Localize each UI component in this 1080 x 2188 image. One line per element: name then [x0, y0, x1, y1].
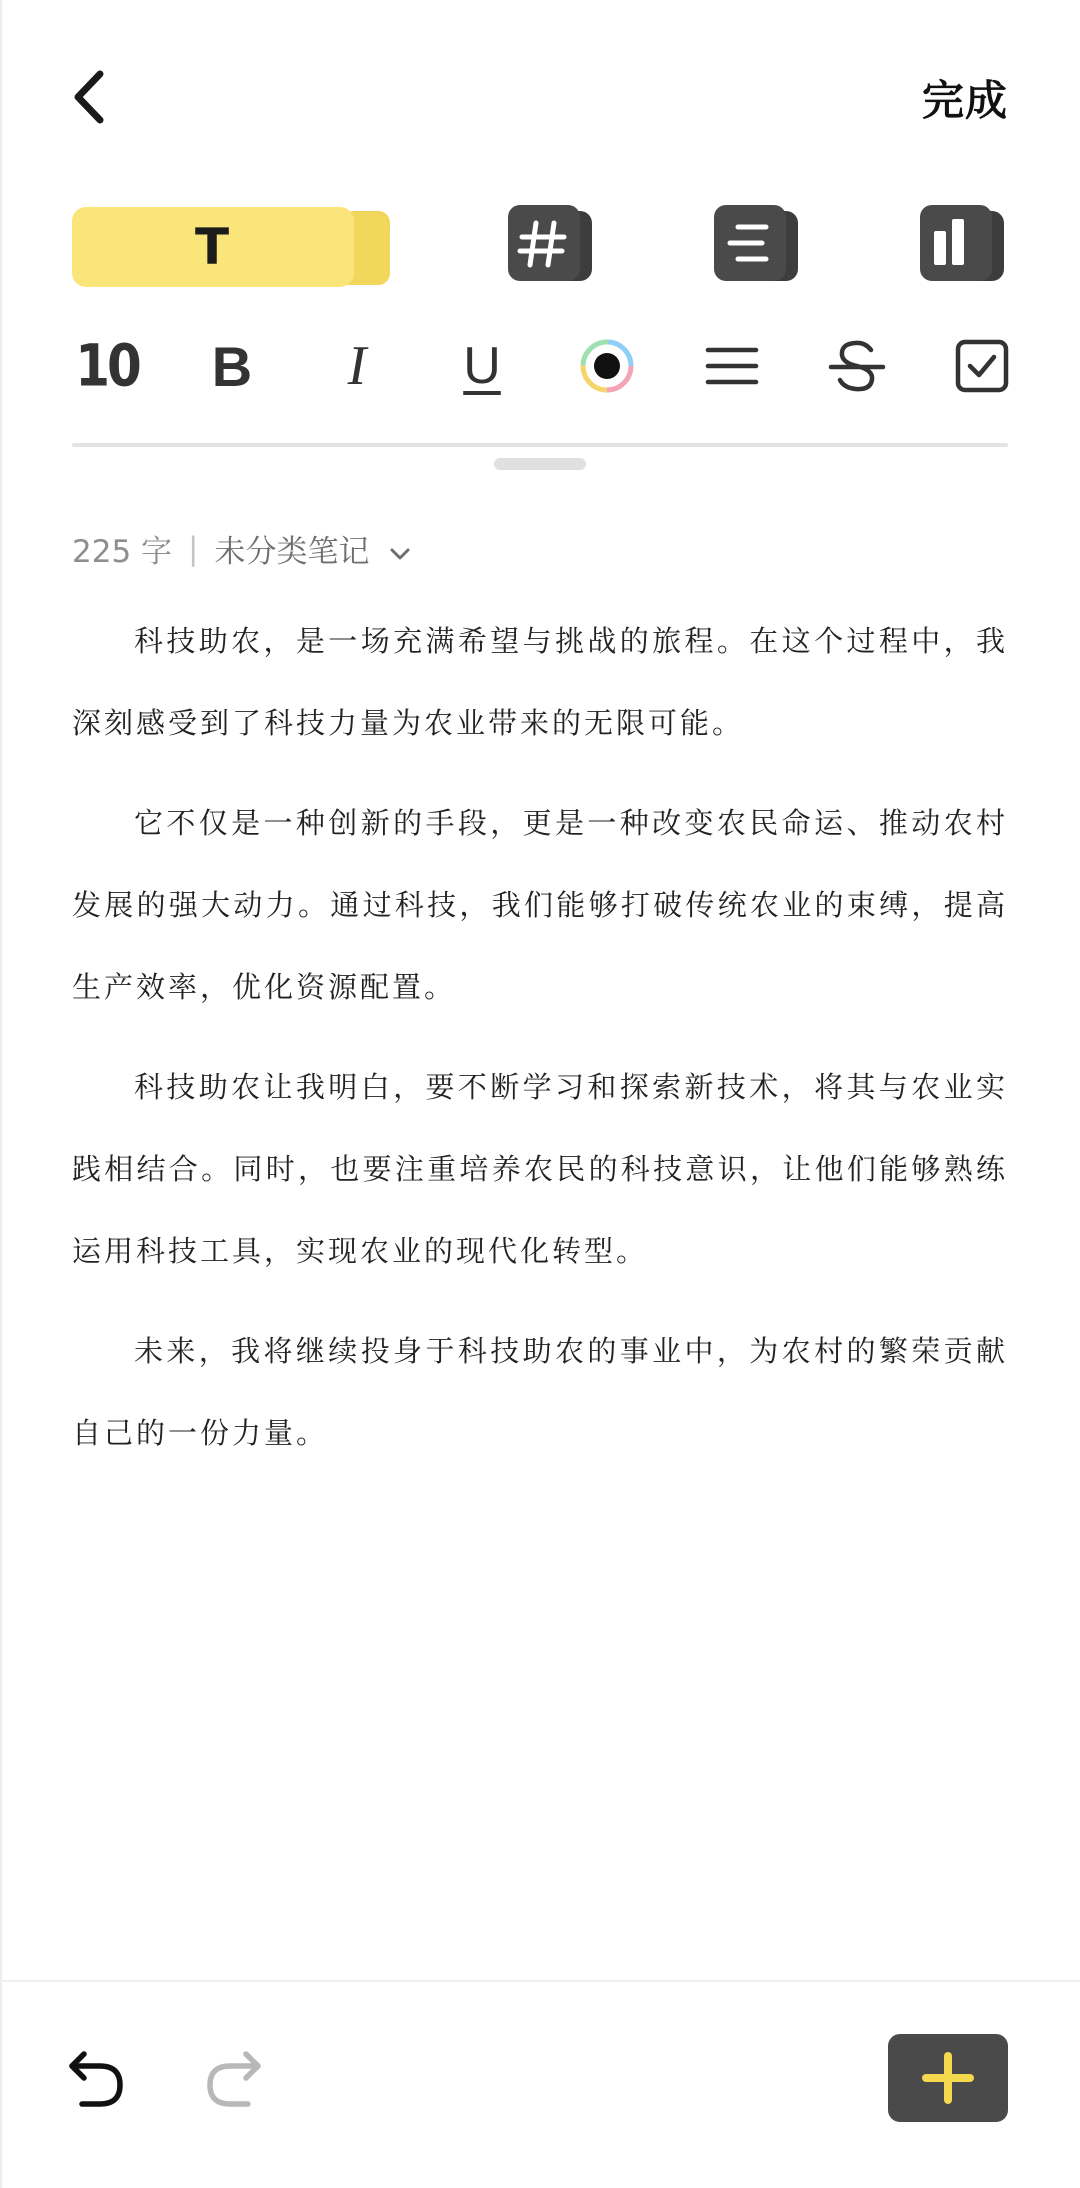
tab-column-mode[interactable] [920, 205, 1006, 285]
add-button[interactable] [888, 2034, 1008, 2122]
card-list-icon [714, 205, 800, 285]
window-edge [0, 0, 2, 2188]
drag-handle[interactable] [494, 458, 586, 470]
note-paragraph: 它不仅是一种创新的手段，更是一种改变农民命运、推动农村发展的强大动力。通过科技，我们能够打破传统农业的束缚，提高生产效率，优化资源配置。 [72, 806, 1008, 1004]
chevron-left-icon [62, 62, 122, 132]
format-toolbar [72, 325, 1008, 407]
color-wheel-icon [579, 338, 635, 394]
underline-button[interactable] [441, 325, 523, 407]
category-label: 未分类笔记 [214, 534, 370, 570]
tab-tag-mode[interactable] [508, 205, 594, 285]
note-meta [72, 526, 411, 571]
checkbox-icon [954, 338, 1010, 394]
note-body[interactable] [72, 600, 1008, 1492]
font-size-button[interactable]: 10 [75, 332, 139, 400]
strikethrough-button[interactable] [816, 325, 898, 407]
word-count: 225 字 [72, 534, 173, 570]
bold-button[interactable] [191, 325, 273, 407]
meta-separator: | [188, 530, 199, 567]
hashtag-icon [508, 205, 594, 285]
undo-icon [66, 2046, 126, 2110]
underline-icon: U [463, 337, 501, 395]
undo-button[interactable] [66, 2046, 126, 2110]
bold-icon: B [211, 334, 253, 398]
bottom-bar-divider [0, 1980, 1080, 1982]
checkbox-button[interactable] [941, 325, 1023, 407]
redo-icon [204, 2046, 264, 2110]
tab-text-mode[interactable] [72, 207, 394, 287]
note-paragraph: 科技助农，是一场充满希望与挑战的旅程。在这个过程中，我深刻感受到了科技力量为农业带来的无限可能。 [72, 624, 1008, 740]
columns-icon [920, 205, 1006, 285]
toolbar-divider [72, 443, 1008, 447]
text-mode-label: T [194, 218, 230, 276]
align-button[interactable] [691, 325, 773, 407]
align-lines-icon [704, 342, 760, 390]
text-color-button[interactable] [566, 325, 648, 407]
strikethrough-icon [827, 336, 887, 396]
chevron-down-icon [389, 546, 411, 562]
italic-button[interactable] [316, 325, 398, 407]
italic-icon: I [347, 335, 367, 397]
done-button[interactable]: 完成 [921, 76, 1008, 125]
plus-icon [920, 2050, 976, 2106]
category-selector[interactable] [214, 526, 411, 571]
tab-card-mode[interactable] [714, 205, 800, 285]
note-mode-tabs [72, 205, 1008, 287]
note-paragraph: 未来，我将继续投身于科技助农的事业中，为农村的繁荣贡献自己的一份力量。 [72, 1334, 1008, 1450]
back-button[interactable] [62, 62, 122, 132]
note-paragraph: 科技助农让我明白，要不断学习和探索新技术，将其与农业实践相结合。同时，也要注重培养农民的科技意识，让他们能够熟练运用科技工具，实现农业的现代化转型。 [72, 1070, 1008, 1268]
redo-button[interactable] [204, 2046, 264, 2110]
